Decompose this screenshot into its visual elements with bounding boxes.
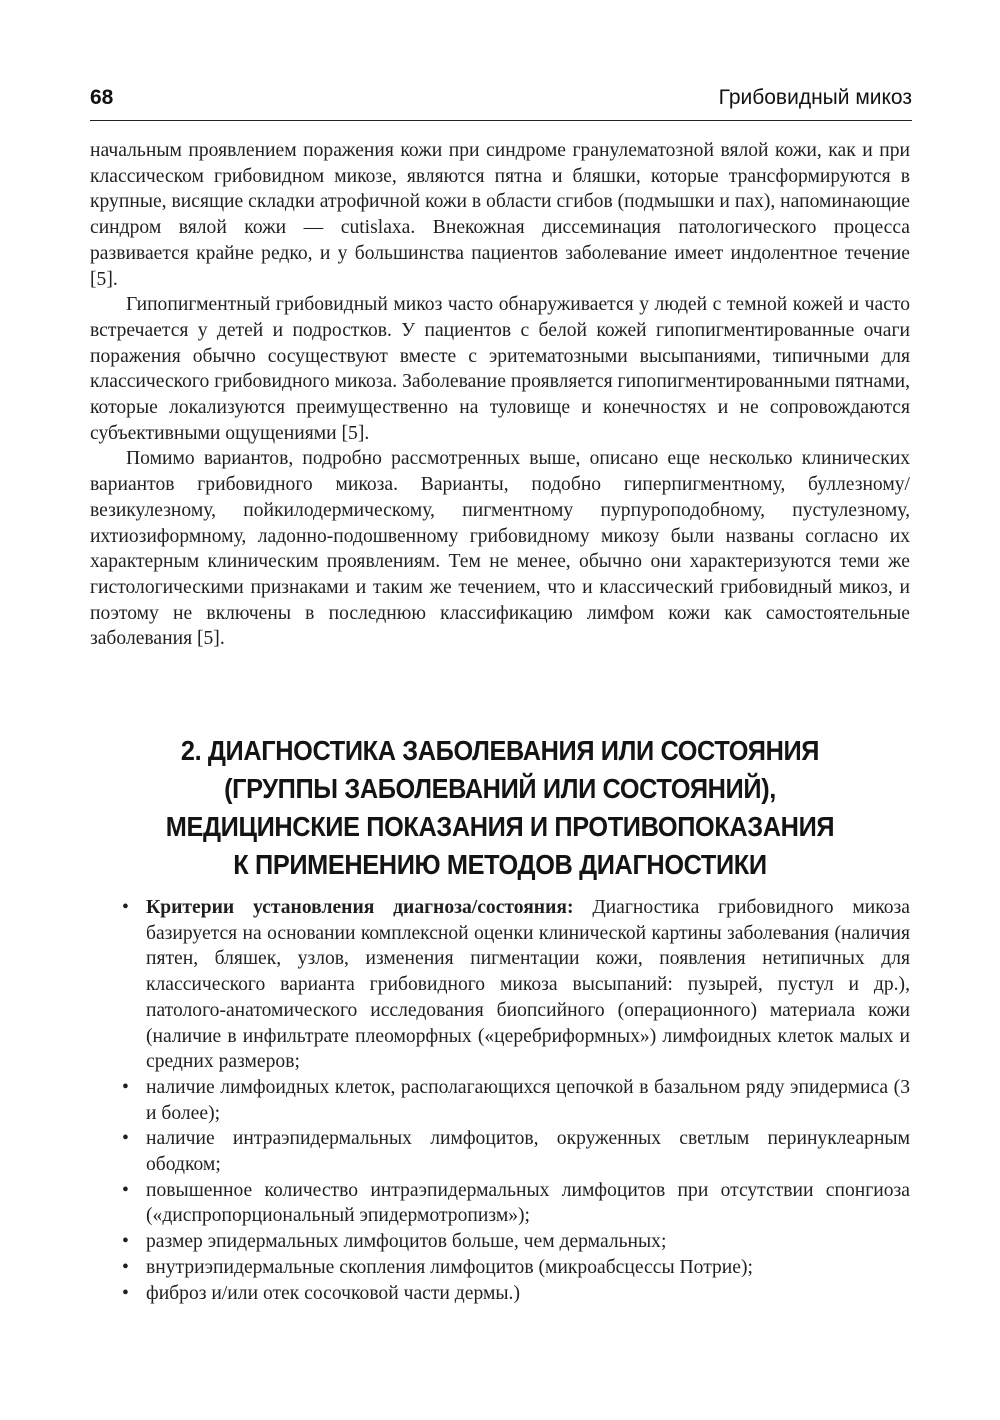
list-item [120,1281,910,1307]
bullet-icon: • [122,1076,129,1098]
paragraph-continuation: начальным проявлением поражения кожи при синдроме гранулематозной вялой кожи, как и при классическом грибовидном микозе, являются пятна и бляшки, которые трансформируются в крупные, висящие складки атрофичной кожи в области сгибов (подмышки и пах), напоминающие синдром вялой кожи — cutislaxa. Внекожная диссеминация патологического процесса развивается крайне редко, и у большинства пациентов заболевание имеет индолентное течение [5]. [90,140,910,290]
list-item [120,1178,910,1229]
page-header [90,86,912,121]
list-item-text: фиброз и/или отек сосочковой части дермы.) [146,1282,520,1304]
bullet-icon: • [122,1231,129,1253]
list-item-text: наличие лимфоидных клеток, располагающихся цепочкой в базальном ряду эпидермиса (3 и более); [146,1076,910,1124]
list-item [120,1126,910,1177]
list-item-criteria [120,895,910,1075]
paragraph-hypopigmented: Гипопигментный грибовидный микоз часто обнаруживается у людей с темной кожей и часто встречается у детей и подростков. У пациентов с белой кожей гипопигментированные очаги поражения обычно сосуществуют вместе с эритематозными высыпаниями, типичными для классического грибовидного микоза. Заболевание проявляется гипопигментированными пятнами, которые локализуются преимущественно на туловище и конечностях и не сопровождаются субъективными ощущениями [5]. [90,294,910,444]
heading-line-4: К ПРИМЕНЕНИЮ МЕТОДОВ ДИАГНОСТИКИ [233,849,767,880]
section-heading [123,732,877,884]
running-title: Грибовидный микоз [718,86,912,109]
criteria-lead: Критерии установления диагноза/состояния: [146,897,574,918]
criteria-list [120,895,910,1306]
list-item-text: наличие интраэпидермальных лимфоцитов, окруженных светлым перинуклеарным ободком; [146,1128,910,1176]
list-item-text: повышенное количество интраэпидермальных лимфоцитов при отсутствии спонгиоза («диспропорциональный эпидермотропизм»); [146,1179,910,1227]
criteria-text: Диагностика грибовидного микоза базируется на основании комплексной оценки клинической картины заболевания (наличия пятен, бляшек, узлов, изменения пигментации кожи, появления нетипичных для классического варианта грибовидного микоза высыпаний: пузырей, пустул и др.), патолого-анатомического исследования биопсийного (операционного) материала кожи (наличие в инфильтрате плеоморфных («церебриформных») лимфоидных клеток малых и средних размеров; [146,897,910,1073]
heading-line-3: МЕДИЦИНСКИЕ ПОКАЗАНИЯ И ПРОТИВОПОКАЗАНИЯ [165,811,835,842]
bullet-icon: • [122,1282,129,1304]
bullet-icon: • [122,1128,129,1150]
bullet-icon: • [122,1179,129,1201]
body-text [90,138,910,652]
list-item [120,1229,910,1255]
heading-line-1: 2. ДИАГНОСТИКА ЗАБОЛЕВАНИЯ ИЛИ СОСТОЯНИЯ [180,735,820,766]
list-item [120,1075,910,1126]
heading-line-2: (ГРУППЫ ЗАБОЛЕВАНИЙ ИЛИ СОСТОЯНИЙ), [224,773,776,804]
bullet-icon: • [122,1256,129,1278]
list-item-text: внутриэпидермальные скопления лимфоцитов (микроабсцессы Потрие); [146,1256,753,1278]
list-item-text: размер эпидермальных лимфоцитов больше, чем дермальных; [146,1231,667,1253]
bullet-icon: • [122,897,129,918]
page-number: 68 [90,86,114,109]
paragraph-other-variants: Помимо вариантов, подробно рассмотренных выше, описано еще несколько клинических вариантов грибовидного микоза. Варианты, подобно гиперпигментному, буллезному/везикулезному, пойкилодермическому, пигментному пурпуроподобному, пустулезному, ихтиозиформному, ладонно-подошвенному грибовидному микозу были названы согласно их характерным клиническим проявлениям. Тем не менее, обычно они характеризуются теми же гистологическими признаками и таким же течением, что и классический грибовидный микоз, и поэтому не включены в последнюю классификацию лимфом кожи как самостоятельные заболевания [5]. [90,448,910,650]
list-item [120,1255,910,1281]
